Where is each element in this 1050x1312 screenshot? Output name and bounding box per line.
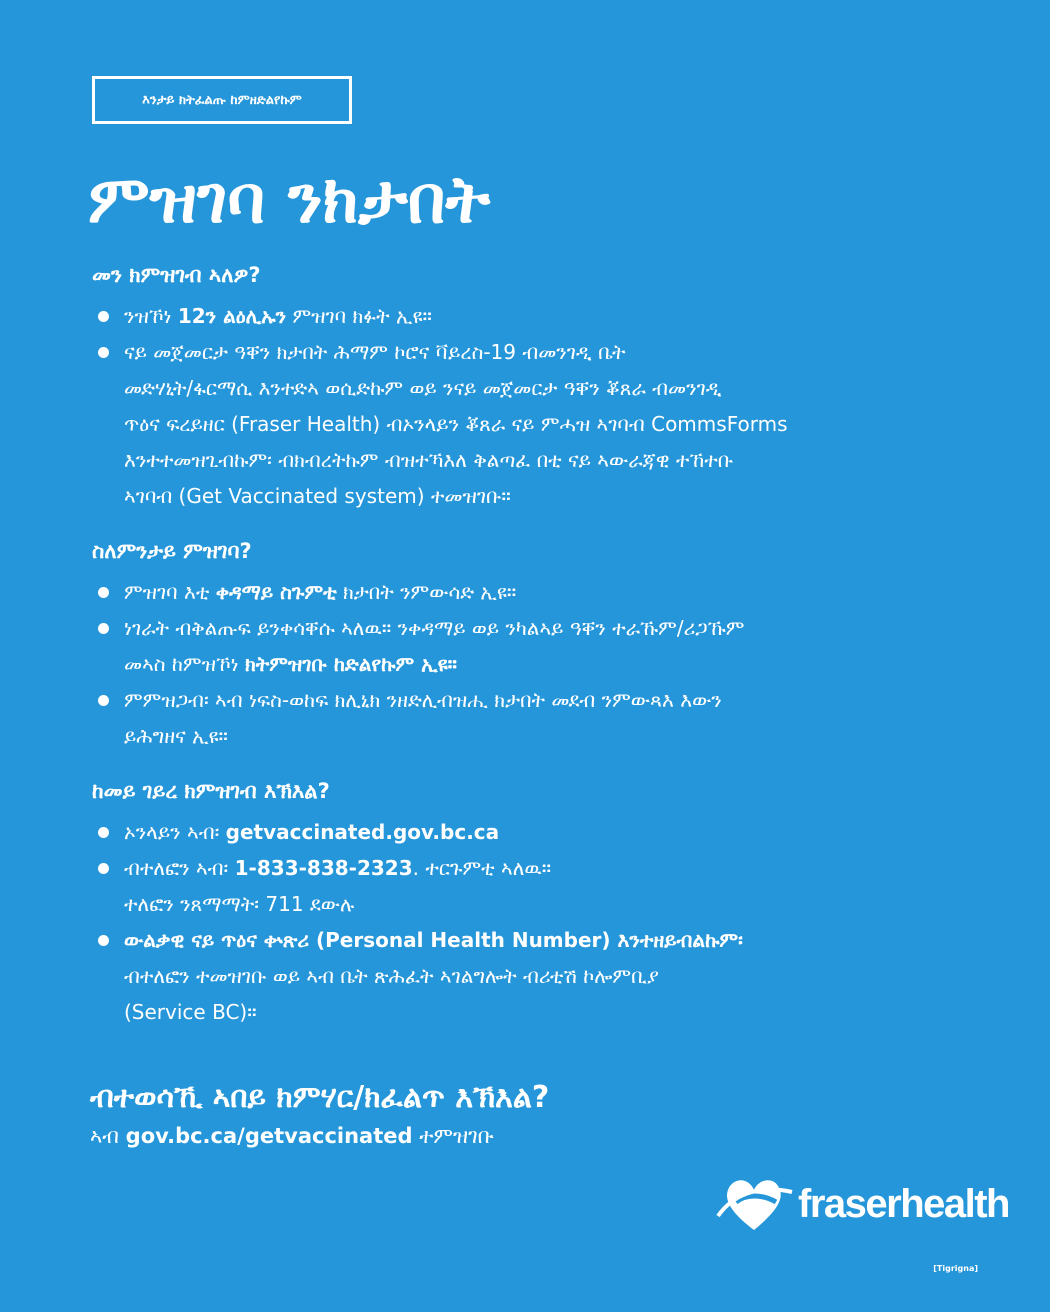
list-item-line: መድሃኒት/ፋርማሲ እንተድኣ ወሲድኩም ወይ ንናይ መጀመርታ ዓቐን ቖጸራ ብመንገዲ <box>124 376 722 400</box>
list-item-bold-text: ቀዳማይ ስጉምቲ <box>215 580 337 604</box>
bullet-icon <box>98 623 109 634</box>
section-who-heading: መን ክምዝገብ ኣለዎ? <box>92 263 261 287</box>
list-item <box>92 850 992 922</box>
bullet-icon <box>98 863 109 874</box>
header-tag <box>92 76 352 124</box>
logo-wordmark: fraserhealth <box>798 1181 1009 1226</box>
list-item-line: ተለፎን ንጸማማት፡ 711 ደውሉ <box>124 892 355 916</box>
list-item-line: ጥዕና ፍረይዘር (Fraser Health) ብኦንላይን ቖጸራ ናይ ምሓዝ ኣገባብ CommsForms <box>124 412 788 436</box>
more-info-link[interactable]: gov.bc.ca/getvaccinated <box>125 1124 413 1148</box>
list-item-text: ክታበት ንምውሳድ ኢዩ። <box>336 580 517 604</box>
list-item <box>92 922 992 1030</box>
language-tag: [Tigrigna] <box>933 1264 978 1273</box>
list-item-text: ኦንላይን ኣብ፡ <box>124 820 226 844</box>
more-info-text: ተምዝገቡ <box>412 1124 494 1148</box>
heart-swoosh-icon <box>716 1172 794 1236</box>
list-item-line: ብተለፎን ተመዝገቡ ወይ ኣብ ቤት ጽሕፈት ኣገልግሎት ብሪቲሽ ኮሎምቢያ <box>124 964 659 988</box>
page-title: ምዝገባ ንክታበት <box>88 161 491 238</box>
more-info-heading: ብተወሳኺ ኣበይ ክምሃር/ክፈልጥ እኽእል? <box>90 1080 550 1115</box>
list-item-line: ምምዝጋብ፡ ኣብ ነፍስ-ወከፍ ክሊኒክ ንዘድሊብዝሒ ክታበት መደብ ንምውጻእ እውን <box>124 688 722 712</box>
list-item-line: ነገራት ብቅልጡፍ ይንቀሳቐሱ ኣለዉ። ንቀዳማይ ወይ ንካልኣይ ዓቐን ተራኹም/ሪጋኹም <box>124 616 745 640</box>
list-item-text: መኣስ ከምዝኾነ <box>124 652 245 676</box>
section-why <box>92 532 992 754</box>
list-item-bold-text: 12ን ልዕሊኡን <box>177 304 287 328</box>
list-item <box>92 814 992 850</box>
list-item <box>92 610 992 682</box>
list-item-text: ምዝገባ እቲ <box>124 580 216 604</box>
section-why-list <box>92 574 992 754</box>
section-how <box>92 772 992 1030</box>
header-tag-text: እንታይ ክትፈልጡ ከምዘድልየኩም <box>142 92 302 108</box>
bullet-icon <box>98 587 109 598</box>
list-item <box>92 334 992 514</box>
bullet-icon <box>98 311 109 322</box>
section-why-heading: ስለምንታይ ምዝገባ? <box>92 539 252 563</box>
list-item-text: ብተለፎን ኣብ፡ <box>124 856 235 880</box>
list-item-bold-text: ክትምዝገቡ ከድልየኩም ኢዩ። <box>244 652 457 676</box>
more-info-text: ኣብ <box>90 1124 126 1148</box>
section-how-list <box>92 814 992 1030</box>
list-item-line: ኣገባብ (Get Vaccinated system) ተመዝገቡ። <box>124 484 511 508</box>
list-item-line: ናይ መጀመርታ ዓቐን ክታበት ሕማም ኮሮና ቫይረስ-19 ብመንገዲ ቤት <box>124 340 626 364</box>
list-item <box>92 574 992 610</box>
list-item-bold-text: ውልቃዊ ናይ ጥዕና ቍጽሪ (Personal Health Number) እንተዘይብልኩም፡ <box>124 928 743 952</box>
more-info-line <box>90 1124 494 1149</box>
list-item-text: ንዝኾነ <box>124 304 178 328</box>
bullet-icon <box>98 695 109 706</box>
section-who-list <box>92 298 992 514</box>
phone-number[interactable]: 1-833-838-2323 <box>234 856 413 880</box>
bullet-icon <box>98 827 109 838</box>
list-item <box>92 298 992 334</box>
list-item-text: ምዝገባ ክፉት ኢዩ። <box>286 304 432 328</box>
section-who <box>92 256 992 514</box>
list-item <box>92 682 992 754</box>
list-item-line: እንተተመዝጊብኩም፡ ብክብረትኩም ብዝተኻእለ ቅልጣፈ በቲ ናይ ኣውራጃዊ ተኸተቡ <box>124 448 734 472</box>
list-item-line: ይሕግዘና ኢዩ። <box>124 724 228 748</box>
website-link[interactable]: getvaccinated.gov.bc.ca <box>225 820 500 844</box>
section-how-heading: ከመይ ገይረ ክምዝገብ እኽእል? <box>92 779 330 803</box>
list-item-text: . ተርጉምቲ ኣለዉ። <box>412 856 552 880</box>
bullet-icon <box>98 935 109 946</box>
bullet-icon <box>98 347 109 358</box>
fraserhealth-logo <box>716 1172 1009 1236</box>
list-item-line: (Service BC)። <box>124 1000 257 1024</box>
